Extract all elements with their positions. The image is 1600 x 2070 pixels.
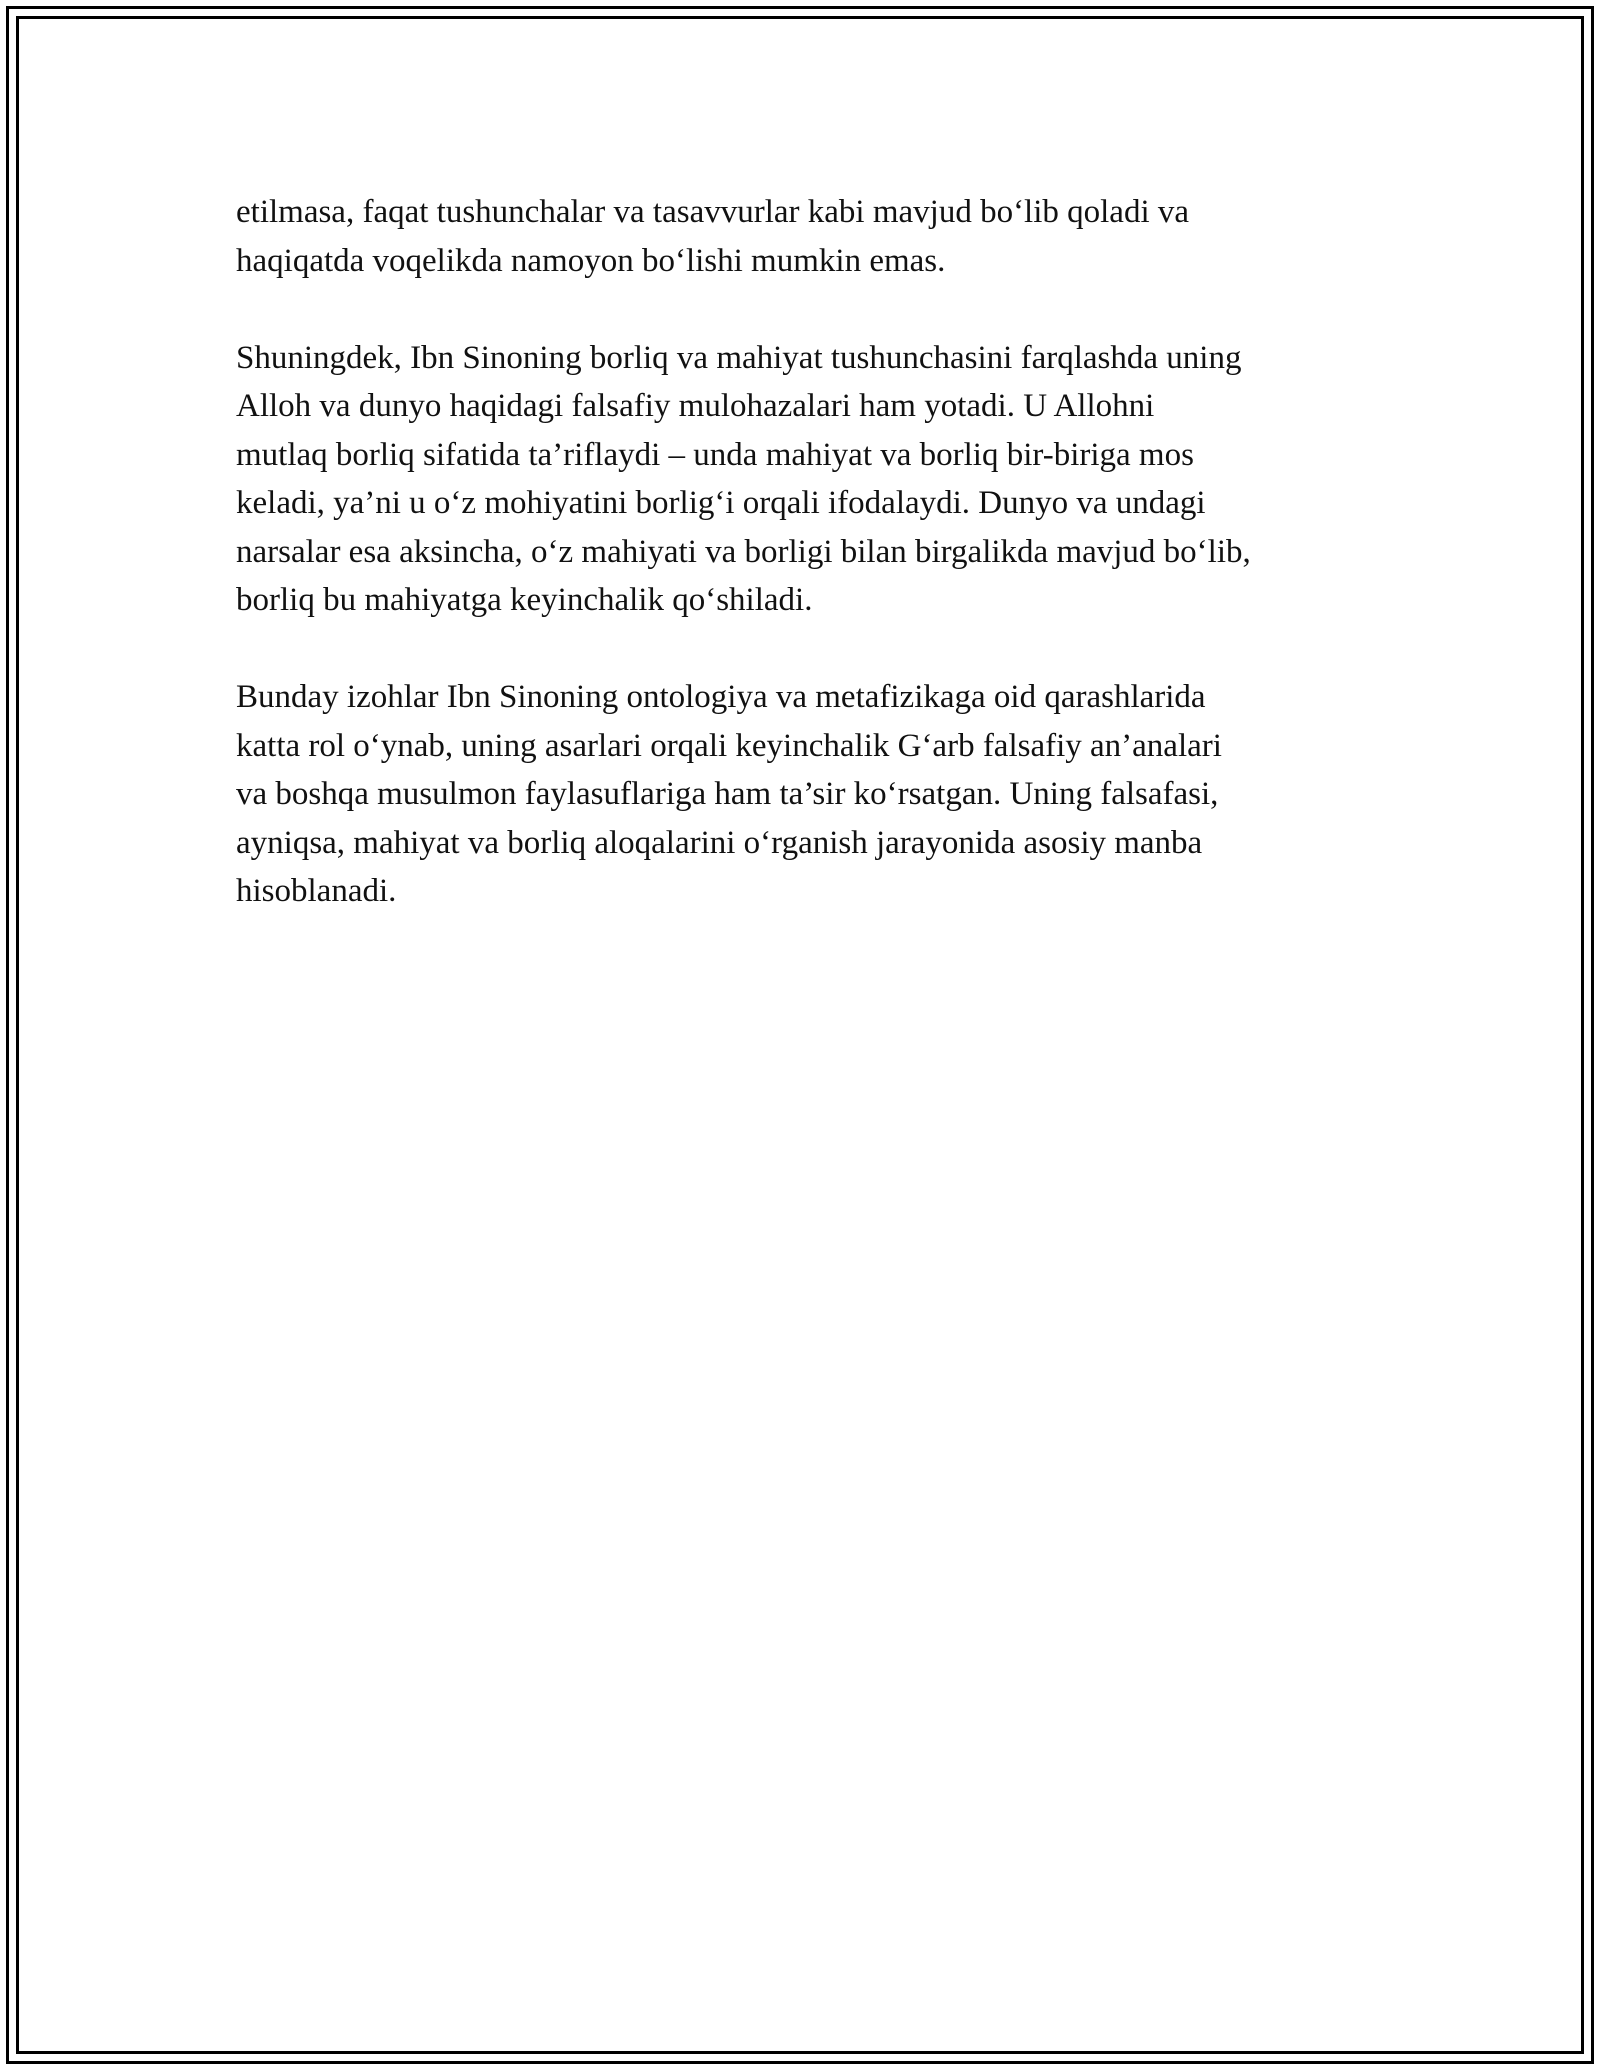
paragraph-continuation: etilmasa, faqat tushunchalar va tasavvurlar kabi mavjud bo‘lib qoladi va haqiqatda voqelikda namoyon bo‘lishi mumkin emas. (236, 194, 1190, 279)
paragraph-influence: Bunday izohlar Ibn Sinoning ontologiya va metafizikaga oid qarashlarida katta rol o‘ynab, uning asarlari orqali keyinchalik G‘arb falsafiy an’analari va boshqa musulmon faylasuflariga ham ta’sir ko‘rsatgan. Uning falsafasi, ayniqsa, mahiyat va borliq aloqalarini o‘rganish jarayonida asosiy manba hisoblanadi. (236, 679, 1222, 909)
paragraph-essence-existence: Shuningdek, Ibn Sinoning borliq va mahiyat tushunchasini farqlashda uning Alloh va dunyo haqidagi falsafiy mulohazalari ham yotadi. U Allohni mutlaq borliq sifatida ta’riflaydi – unda mahiyat va borliq bir-biriga mos keladi, ya’ni u o‘z mohiyatini borlig‘i orqali ifodalaydi. Dunyo va undagi narsalar esa aksincha, o‘z mahiyati va borligi bilan birgalikda mavjud bo‘lib, borliq bu mahiyatga keyinchalik qo‘shiladi. (236, 339, 1251, 618)
document-body (236, 188, 1376, 964)
